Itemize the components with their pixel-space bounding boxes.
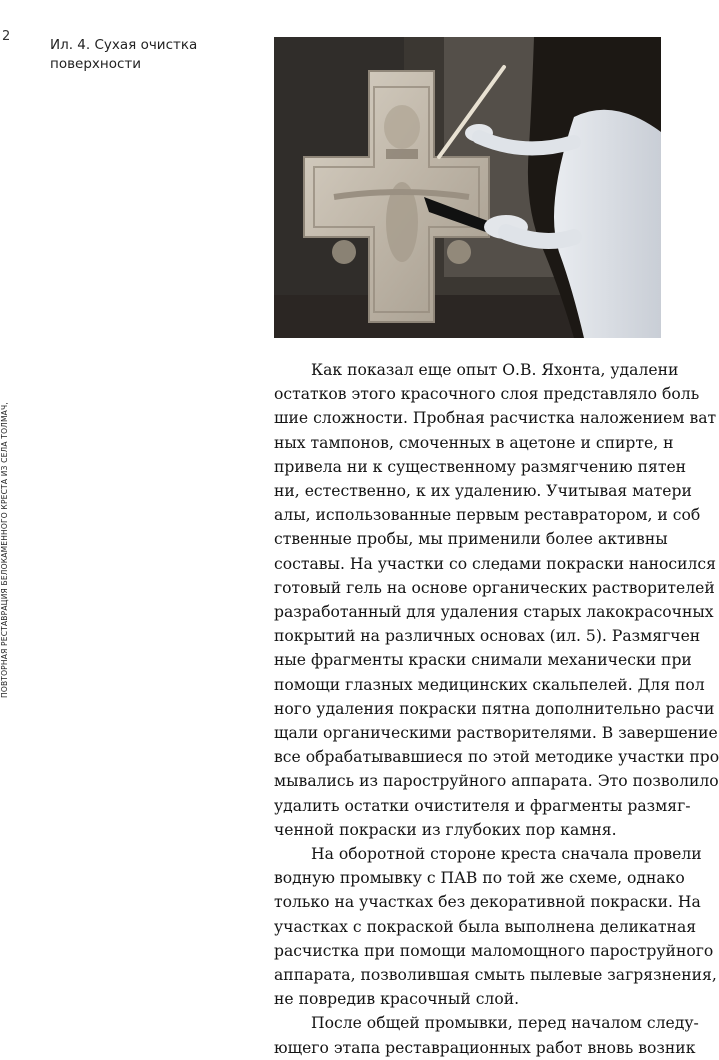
text-line: удалить остатки очистителя и фрагменты размяг- (274, 796, 691, 815)
text-line: алы, использованные первым реставратором, и соб (274, 506, 701, 525)
text-line: ного удаления покраски пятна дополнительно расчи (274, 699, 715, 718)
text-line: ственные пробы, мы применили более активны (274, 530, 668, 549)
paragraph (274, 842, 717, 1011)
figure-caption-line: поверхности (50, 56, 142, 72)
text-line: ни, естественно, к их удалению. Учитывая матери (274, 482, 692, 501)
text-line: составы. На участки со следами покраски наносился (274, 554, 717, 573)
text-line: водную промывку с ПАВ по той же схеме, однако (274, 869, 685, 888)
figure-caption-line: Ил. 4. Сухая очистка (50, 37, 198, 53)
text-line: ные фрагменты краски снимали механически при (274, 651, 692, 670)
text-line: шие сложности. Пробная расчистка наложением ват (274, 409, 717, 428)
figure-caption (50, 36, 250, 74)
text-line: не повредив красочный слой. (274, 990, 520, 1009)
text-line: аппарата, позволившая смыть пылевые загрязнения, (274, 966, 717, 985)
text-line: ющего этапа реставрационных работ вновь возник (274, 1038, 696, 1057)
text-line: ченной покраски из глубоких пор камня. (274, 820, 617, 839)
text-line: Как показал еще опыт О.В. Яхонта, удалени (311, 361, 679, 379)
paragraph (274, 1011, 699, 1059)
cross-cleaning-photo (274, 37, 661, 338)
text-line: привела ни к существенному размягчению пятен (274, 457, 687, 476)
text-line: ных тампонов, смоченных в ацетоне и спирте, н (274, 433, 674, 452)
text-line: помощи глазных медицинских скальпелей. Для пол (274, 675, 705, 694)
body-text (274, 358, 719, 1057)
text-line: готовый гель на основе органических растворителей (274, 578, 715, 597)
text-line: На оборотной стороне креста сначала провели (311, 845, 702, 864)
text-line: разработанный для удаления старых лакокрасочных (274, 603, 714, 622)
text-line: расчистка при помощи маломощного пароструйного (274, 941, 714, 960)
running-header: ПОВТОРНАЯ РЕСТАВРАЦИЯ БЕЛОКАМЕННОГО КРЕСТА ИЗ СЕЛА ТОЛМАЧ, (0, 402, 9, 698)
paragraph (274, 358, 719, 842)
text-line: мывались из пароструйного аппарата. Это позволило (274, 772, 719, 791)
text-line: участках с покраской была выполнена деликатная (274, 917, 697, 936)
text-line: щали органическими растворителями. В завершение (274, 724, 718, 743)
text-line: После общей промывки, перед началом следу- (311, 1014, 699, 1033)
text-line: остатков этого красочного слоя представляло боль (274, 385, 700, 404)
text-line: покрытий на различных основах (ил. 5). Размягчен (274, 627, 701, 646)
text-line: все обрабатывавшиеся по этой методике участки про (274, 748, 719, 767)
page-number: 2 (2, 29, 11, 44)
figure-photo (274, 37, 661, 338)
text-line: только на участках без декоративной покраски. На (274, 893, 701, 912)
